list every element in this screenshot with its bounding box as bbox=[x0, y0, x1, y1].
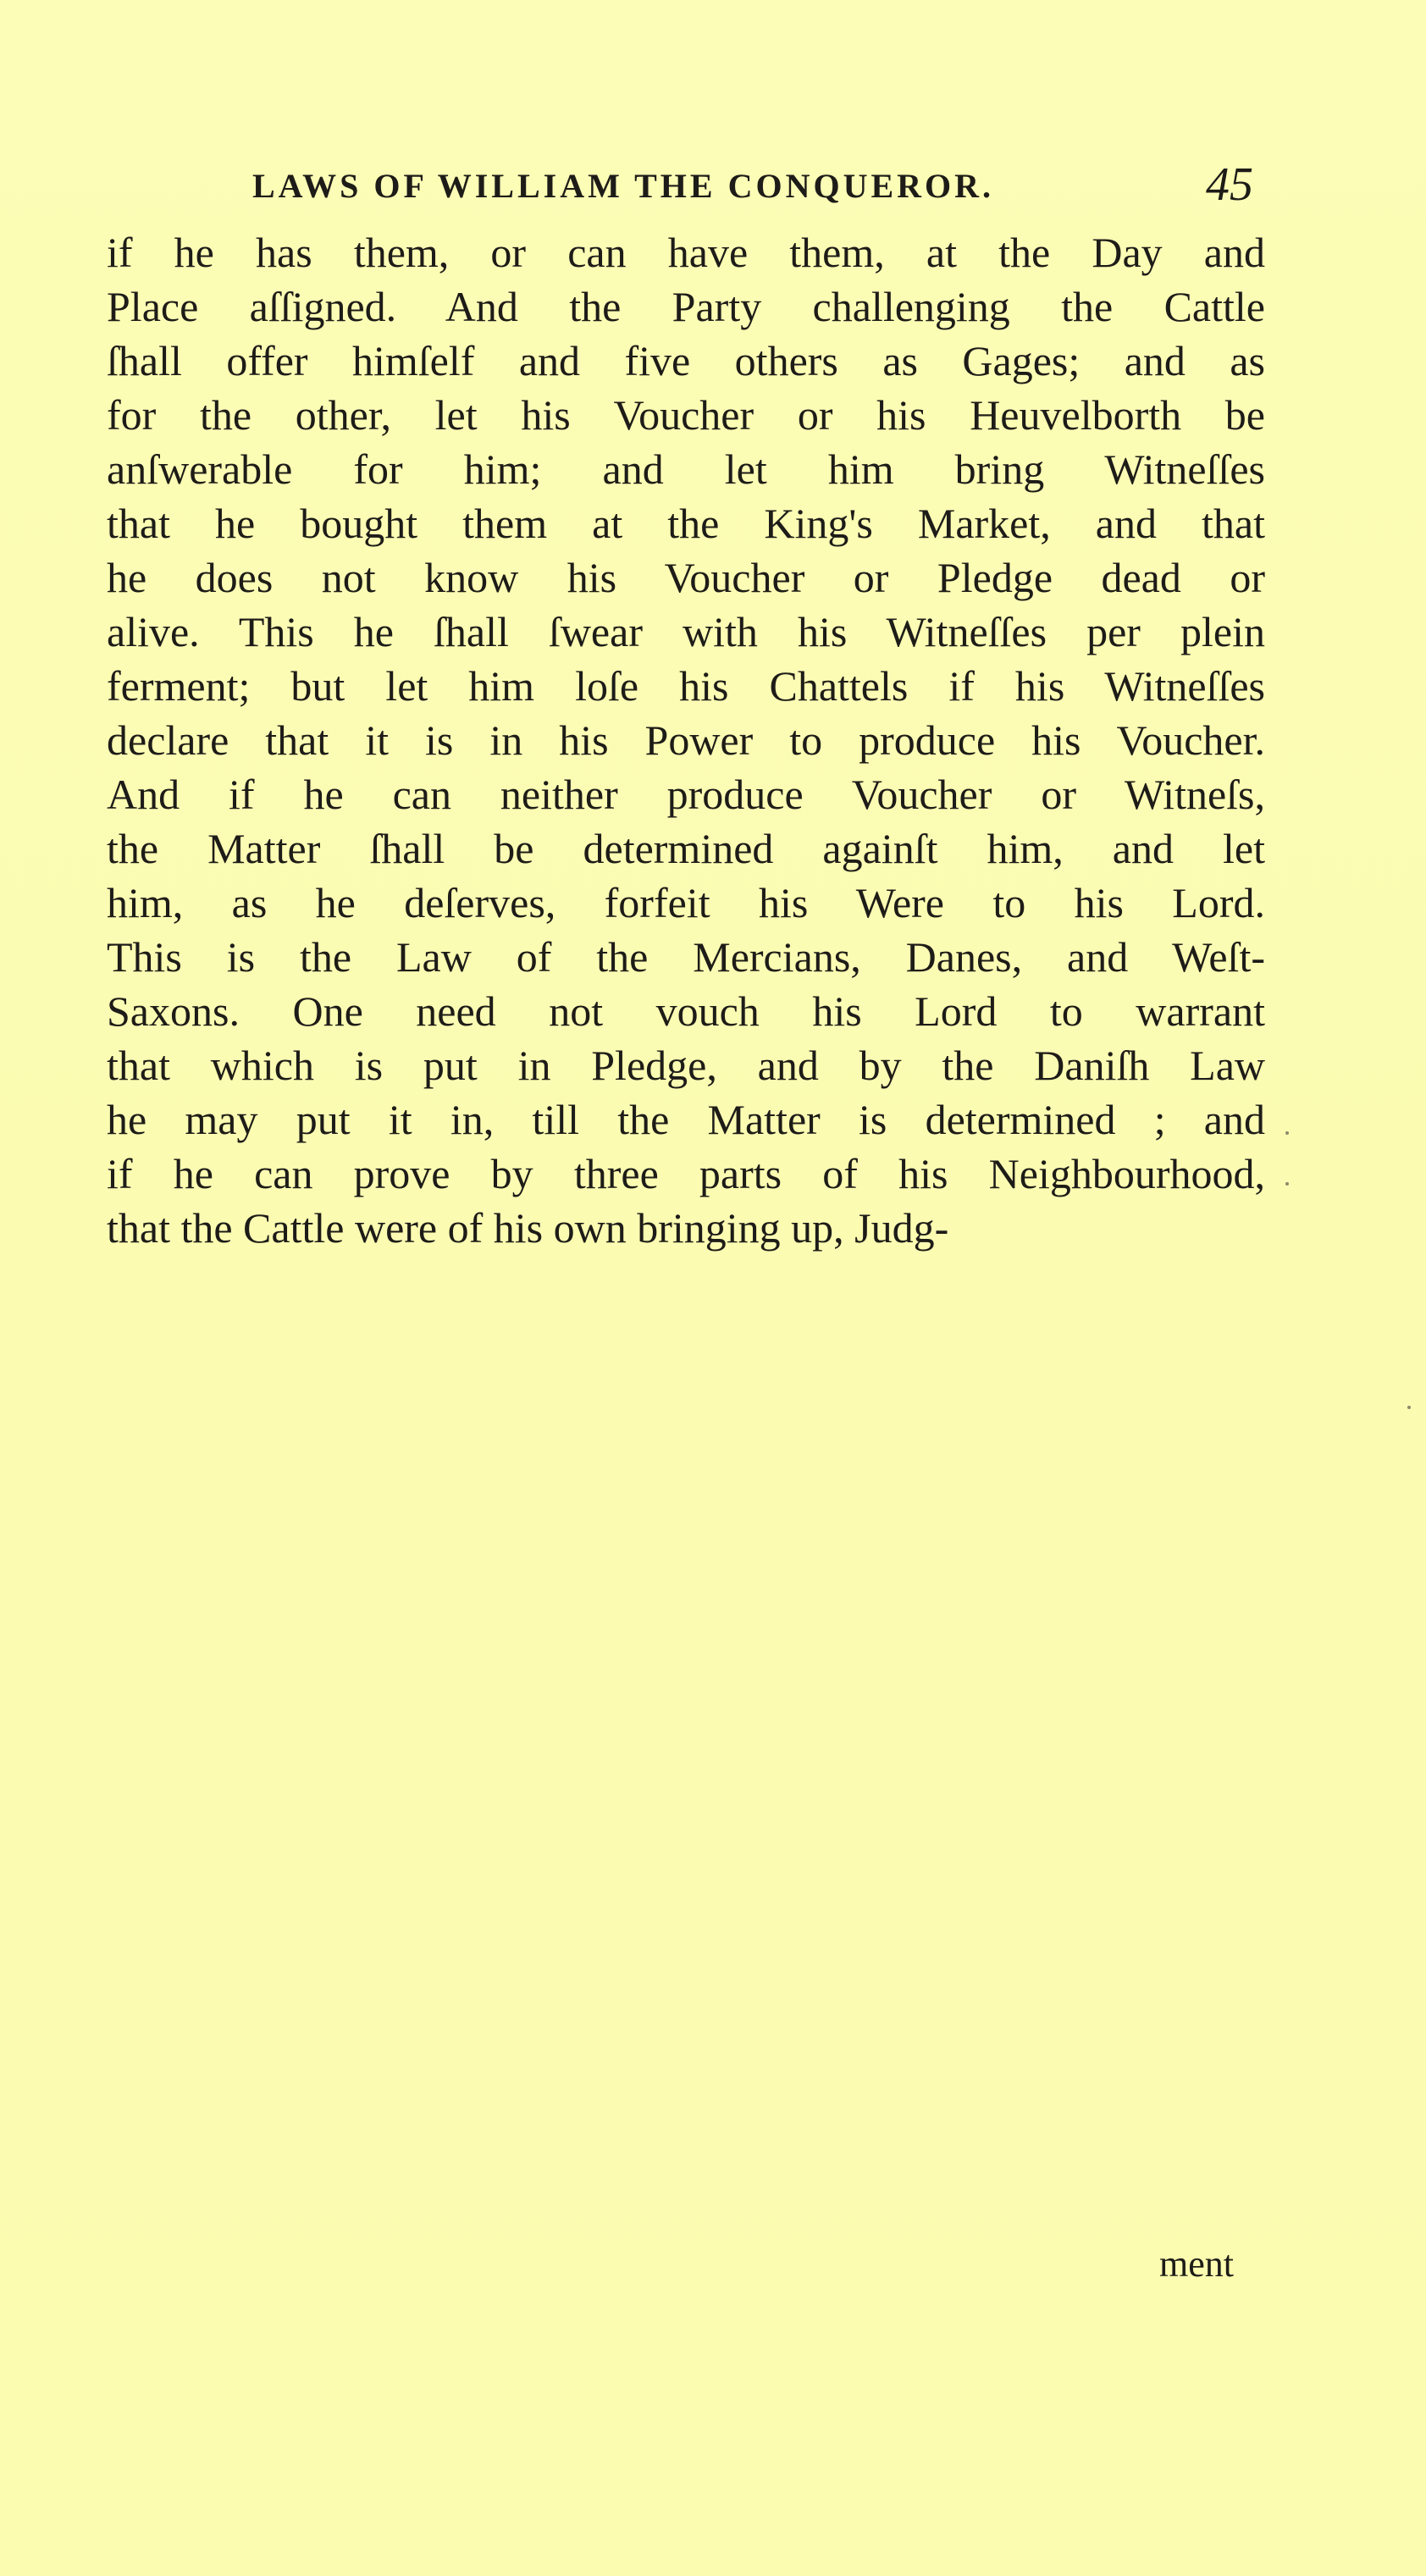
text-line: that he bought them at the King's Market, and that bbox=[107, 500, 1265, 547]
text-line: anſwerable for him; and let him bring Witneſſes bbox=[107, 445, 1265, 493]
text-line: ferment; but let him loſe his Chattels if his Witneſſes bbox=[107, 662, 1265, 710]
running-title: LAWS OF WILLIAM THE CONQUEROR. bbox=[252, 167, 995, 205]
text-line: if he has them, or can have them, at the Day and bbox=[107, 229, 1265, 276]
text-line: for the other, let his Voucher or his Heuvelborth be bbox=[107, 391, 1265, 439]
text-line: if he can prove by three parts of his Neighbourhood, bbox=[107, 1150, 1265, 1197]
page-number: 45 bbox=[1206, 158, 1253, 211]
text-line: he may put it in, till the Matter is determined ; and bbox=[107, 1096, 1265, 1143]
paper-speck bbox=[1407, 1406, 1411, 1409]
text-line: the Matter ſhall be determined againſt him, and let bbox=[107, 825, 1265, 872]
paper-speck bbox=[1285, 1182, 1289, 1186]
text-line: alive. This he ſhall ſwear with his Witneſſes per plein bbox=[107, 608, 1265, 655]
text-line: Saxons. One need not vouch his Lord to warrant bbox=[107, 987, 1265, 1035]
text-line: he does not know his Voucher or Pledge dead or bbox=[107, 554, 1265, 601]
catchword: ment bbox=[1159, 2243, 1234, 2285]
text-line: him, as he deſerves, forfeit his Were to his Lord. bbox=[107, 879, 1265, 926]
text-line: ſhall offer himſelf and five others as Gages; and as bbox=[107, 337, 1265, 384]
body-paragraph bbox=[107, 225, 1265, 1255]
paper-speck bbox=[1285, 1131, 1289, 1135]
text-line: Place aſſigned. And the Party challenging the Cattle bbox=[107, 283, 1265, 330]
text-line: declare that it is in his Power to produce his Voucher. bbox=[107, 716, 1265, 764]
text-line: This is the Law of the Mercians, Danes, and Weſt- bbox=[107, 933, 1265, 981]
text-line: that which is put in Pledge, and by the Daniſh Law bbox=[107, 1042, 1265, 1089]
text-line: that the Cattle were of his own bringing up, Judg- bbox=[107, 1204, 949, 1252]
text-line: And if he can neither produce Voucher or Witneſs, bbox=[107, 771, 1265, 818]
